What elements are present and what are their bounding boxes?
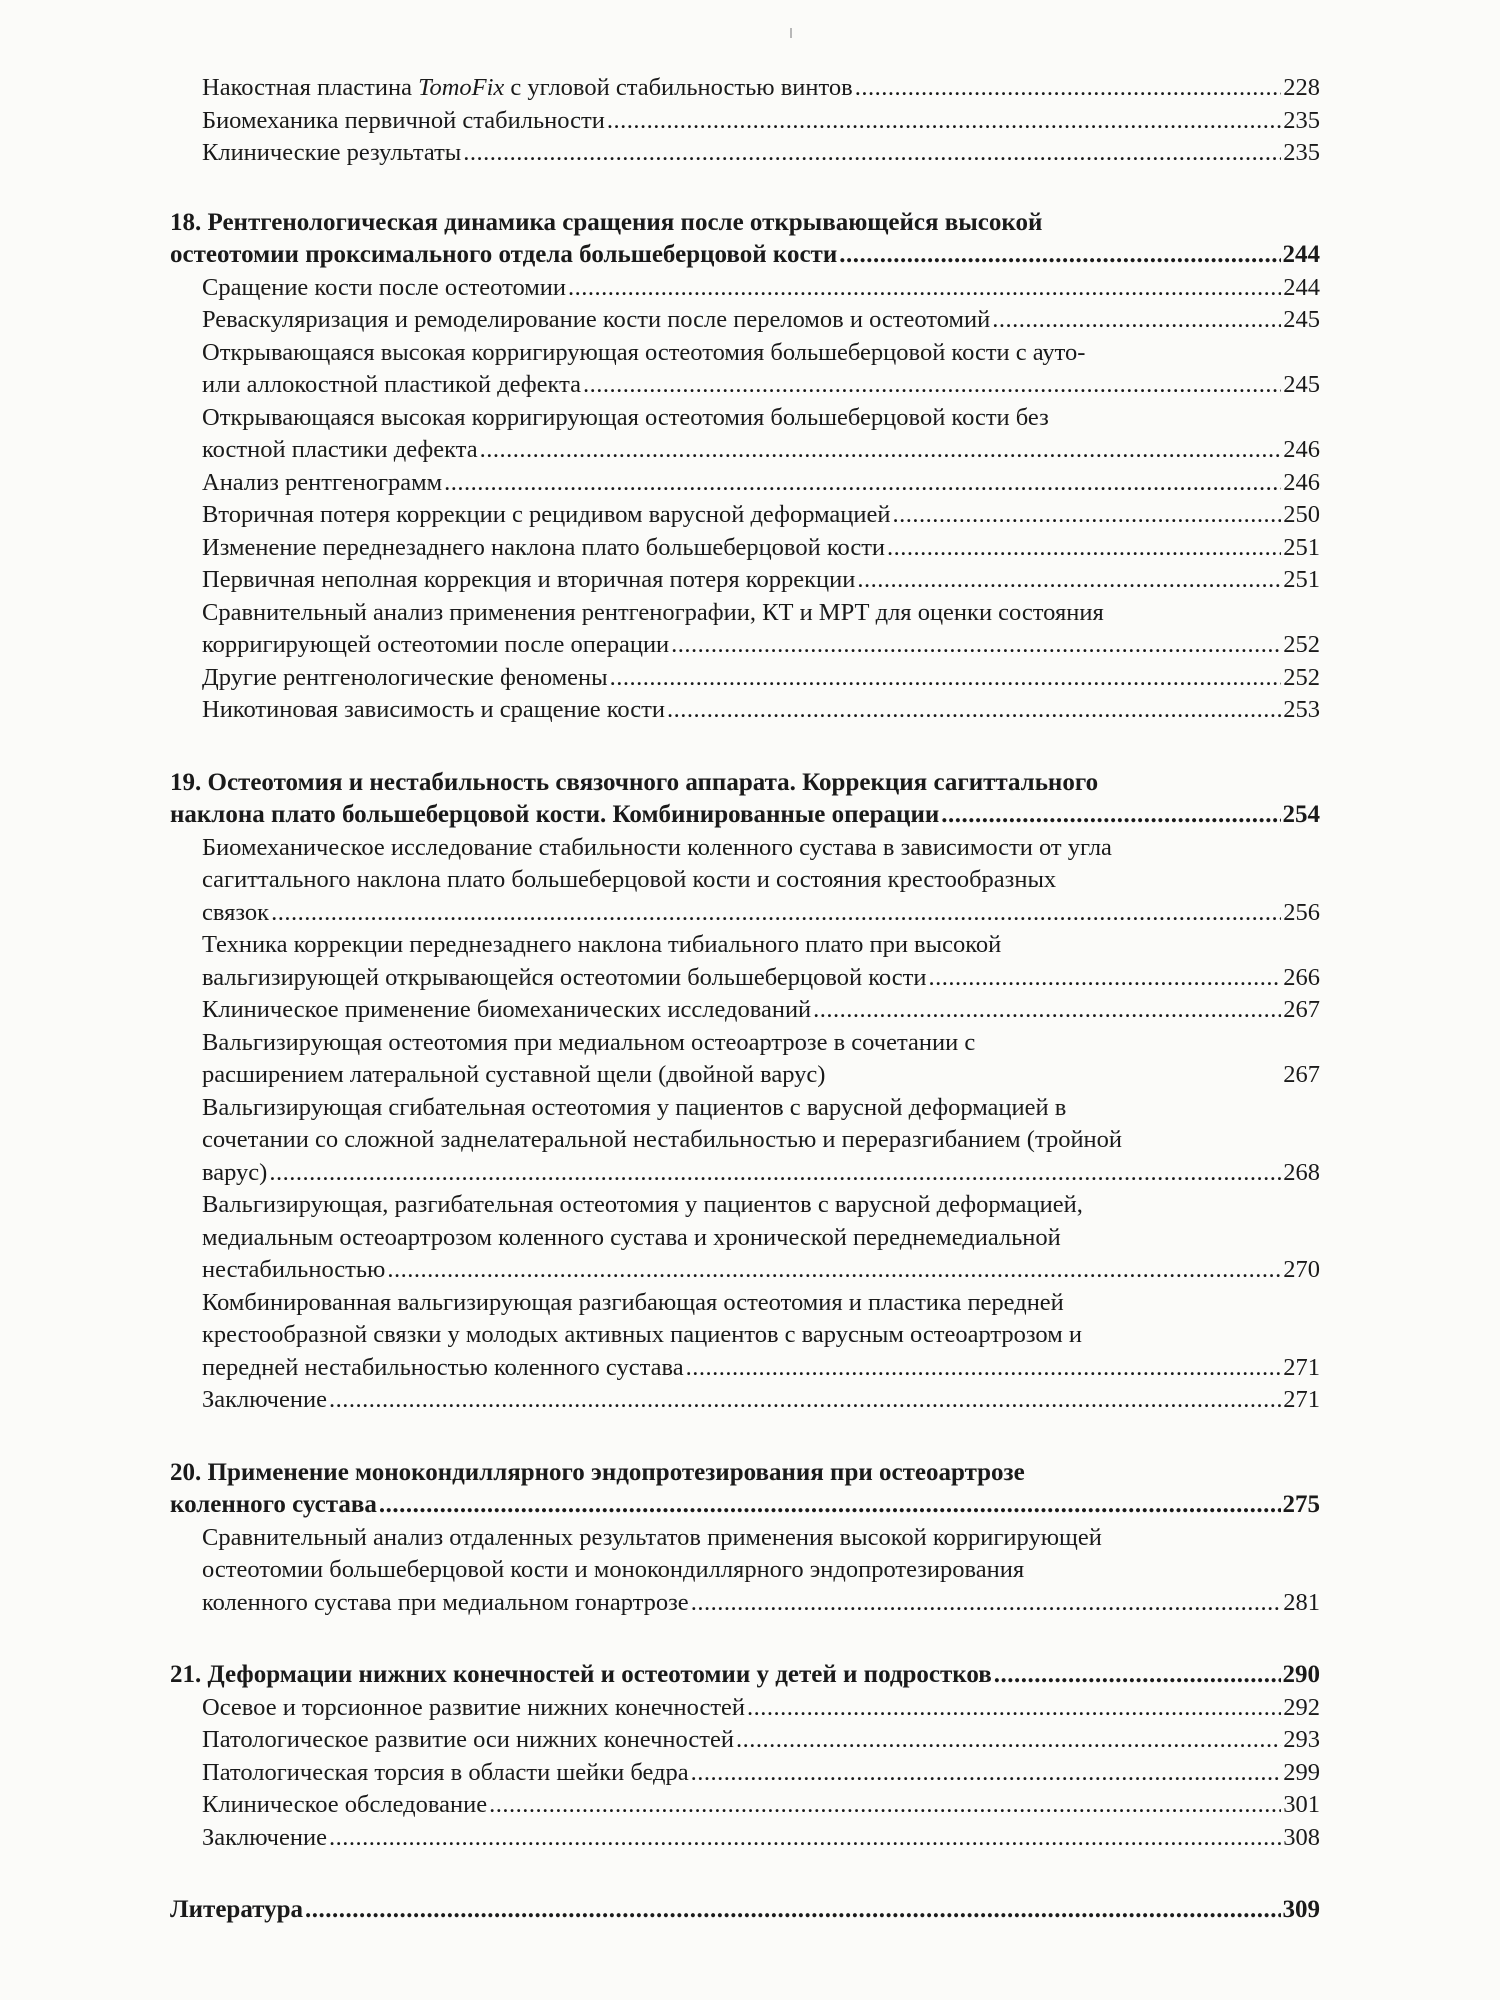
leader-dots bbox=[686, 1352, 1282, 1385]
chapter-title: 21. Деформации нижних конечностей и остеотомии у детей и подростков bbox=[170, 1661, 992, 1688]
leader-dots bbox=[857, 564, 1281, 597]
chapter-title-line: 20. Применение монокондиллярного эндопротезирования при остеоартрозе bbox=[170, 1458, 1025, 1486]
leader-dots bbox=[691, 1757, 1282, 1790]
toc-entry[interactable] bbox=[170, 629, 1320, 662]
entry-title: связок bbox=[202, 898, 270, 926]
page-number: 281 bbox=[1283, 1588, 1320, 1616]
leader-dots bbox=[329, 1822, 1281, 1855]
page-number: 244 bbox=[1283, 273, 1320, 301]
leader-dots bbox=[992, 304, 1281, 337]
entry-title: Клинические результаты bbox=[202, 139, 462, 166]
leader-dots bbox=[893, 499, 1282, 532]
entry-title: Клиническое применение биомеханических исследований bbox=[202, 996, 812, 1023]
toc-entry[interactable] bbox=[170, 272, 1320, 305]
toc-entry[interactable] bbox=[170, 994, 1320, 1027]
chapter-title-line: 19. Остеотомия и нестабильность связочного аппарата. Коррекция сагиттального bbox=[170, 768, 1099, 796]
leader-dots bbox=[379, 1489, 1281, 1522]
entry-title: Патологическое развитие оси нижних конечностей bbox=[202, 1726, 734, 1753]
toc-entry[interactable] bbox=[170, 1352, 1320, 1385]
leader-dots bbox=[994, 1659, 1281, 1692]
toc-entry-line: Комбинированная вальгизирующая разгибающая остеотомия и пластика передней bbox=[202, 1288, 1064, 1316]
chapter-title: остеотомии проксимального отдела большеберцовой кости bbox=[170, 241, 838, 268]
toc-entry-line: крестообразной связки у молодых активных пациентов с варусным остеоартрозом и bbox=[202, 1321, 1082, 1348]
page-number: 252 bbox=[1283, 663, 1320, 691]
page-number: 244 bbox=[1282, 241, 1320, 268]
entry-title: вальгизирующей открывающейся остеотомии большеберцовой кости bbox=[202, 963, 927, 991]
entry-title: коленного сустава при медиальном гонартрозе bbox=[202, 1588, 689, 1616]
toc-entry[interactable] bbox=[170, 1757, 1320, 1790]
leader-dots bbox=[329, 1384, 1281, 1417]
toc-entry-tomofix[interactable]: Накостная пластина TomoFix с угловой стабильностью винтов ..... 228 bbox=[170, 72, 1320, 105]
chapter-title-line[interactable] bbox=[170, 239, 1320, 272]
chapter-title-line[interactable] bbox=[170, 1659, 1320, 1692]
page-number: 256 bbox=[1283, 898, 1320, 926]
leader-dots bbox=[305, 1894, 1280, 1927]
toc-entry[interactable] bbox=[170, 467, 1320, 500]
leader-dots bbox=[941, 799, 1280, 832]
toc-entry-line: сочетании со сложной заднелатеральной нестабильностью и переразгибанием (тройной bbox=[202, 1126, 1123, 1153]
toc-entry[interactable] bbox=[170, 434, 1320, 467]
chapter-title: Литература bbox=[170, 1896, 304, 1923]
leader-dots bbox=[887, 532, 1281, 565]
toc-entry[interactable] bbox=[170, 564, 1320, 597]
page-number: 246 bbox=[1283, 436, 1320, 463]
entry-title: костной пластики дефекта bbox=[202, 436, 478, 463]
leader-dots bbox=[747, 1692, 1281, 1725]
tomofix-product-name: TomoFix bbox=[418, 74, 505, 101]
toc-entry[interactable] bbox=[170, 1157, 1320, 1190]
page-number: 268 bbox=[1283, 1158, 1320, 1186]
leader-dots bbox=[463, 137, 1281, 170]
entry-title: Изменение переднезаднего наклона плато большеберцовой кости bbox=[202, 533, 886, 561]
page-number: 308 bbox=[1283, 1823, 1320, 1851]
entry-title: Заключение bbox=[202, 1386, 327, 1413]
chapter-title: наклона плато большеберцовой кости. Комбинированные операции bbox=[170, 801, 940, 828]
leader-dots bbox=[671, 629, 1281, 662]
entry-title: Клиническое обследование bbox=[202, 1791, 488, 1818]
page-number: 292 bbox=[1283, 1693, 1320, 1721]
page-number: 245 bbox=[1283, 371, 1320, 398]
leader-dots bbox=[667, 694, 1281, 727]
page-number: 266 bbox=[1283, 963, 1320, 991]
page-number: 267 bbox=[1283, 996, 1320, 1023]
entry-title: нестабильностью bbox=[202, 1256, 386, 1283]
toc-entry[interactable] bbox=[170, 897, 1320, 930]
entry-title: Патологическая торсия в области шейки бедра bbox=[202, 1758, 689, 1786]
page-number: 245 bbox=[1283, 306, 1320, 333]
page-number: 228 bbox=[1283, 74, 1320, 101]
entry-title: Биомеханика первичной стабильности bbox=[202, 106, 605, 134]
chapter-title-line[interactable] bbox=[170, 1894, 1320, 1927]
leader-dots bbox=[444, 467, 1281, 500]
toc-entry[interactable] bbox=[170, 962, 1320, 995]
page-number: 309 bbox=[1282, 1896, 1320, 1923]
page-number: 271 bbox=[1283, 1386, 1320, 1413]
toc-entry[interactable] bbox=[170, 499, 1320, 532]
toc-entry[interactable] bbox=[170, 694, 1320, 727]
page-number: 301 bbox=[1283, 1791, 1320, 1818]
toc-entry-line: сагиттального наклона плато большеберцовой кости и состояния крестообразных bbox=[202, 866, 1057, 893]
page-number: 293 bbox=[1283, 1726, 1320, 1753]
page-number: 235 bbox=[1283, 139, 1320, 166]
toc-entry-line: медиальным остеоартрозом коленного сустава и хронической переднемедиальной bbox=[202, 1223, 1061, 1251]
entry-title: Заключение bbox=[202, 1823, 327, 1851]
leader-dots bbox=[610, 662, 1282, 695]
page-number: 253 bbox=[1283, 696, 1320, 723]
chapter-title-line: 18. Рентгенологическая динамика сращения после открывающейся высокой bbox=[170, 208, 1043, 236]
toc-entry[interactable] bbox=[170, 1254, 1320, 1287]
toc-entry-line: Вальгизирующая остеотомия при медиальном остеоартрозе в сочетании с bbox=[202, 1028, 976, 1056]
toc-chapter bbox=[170, 1894, 1320, 1927]
page-number: 275 bbox=[1282, 1491, 1320, 1518]
toc-entry[interactable] bbox=[170, 662, 1320, 695]
leader-dots bbox=[271, 897, 1281, 930]
page-number: 250 bbox=[1283, 501, 1320, 528]
entry-title: Первичная неполная коррекция и вторичная потеря коррекции bbox=[202, 566, 856, 593]
toc-entry[interactable] bbox=[170, 1724, 1320, 1757]
toc-entry[interactable] bbox=[170, 137, 1320, 170]
toc-chapter bbox=[170, 767, 1320, 1417]
entry-title: или аллокостной пластикой дефекта bbox=[202, 371, 581, 398]
entry-title: Вторичная потеря коррекции с рецидивом варусной деформацией bbox=[202, 501, 891, 528]
entry-title: передней нестабильностью коленного сустава bbox=[202, 1353, 684, 1381]
table-of-contents bbox=[170, 72, 1320, 1967]
chapter-title: коленного сустава bbox=[170, 1491, 377, 1518]
entry-title: Реваскуляризация и ремоделирование кости после переломов и остеотомий bbox=[202, 306, 991, 333]
leader-dots bbox=[568, 272, 1281, 305]
leader-dots bbox=[736, 1724, 1281, 1757]
toc-entry[interactable] bbox=[170, 1059, 1320, 1092]
leader-dots bbox=[928, 962, 1281, 995]
toc-entry[interactable] bbox=[170, 1587, 1320, 1620]
entry-title: Осевое и торсионное развитие нижних конечностей bbox=[202, 1693, 746, 1721]
leader-dots bbox=[839, 239, 1280, 272]
page-number: 271 bbox=[1283, 1353, 1320, 1381]
entry-title: Анализ рентгенограмм bbox=[202, 468, 443, 496]
toc-top-section bbox=[170, 72, 1320, 170]
toc-entry[interactable] bbox=[170, 532, 1320, 565]
toc-entry-line: Вальгизирующая, разгибательная остеотомия у пациентов с варусной деформацией, bbox=[202, 1191, 1083, 1218]
entry-title: корригирующей остеотомии после операции bbox=[202, 631, 670, 658]
page-number: 290 bbox=[1282, 1661, 1320, 1688]
entry-title: расширением латеральной суставной щели (двойной варус) bbox=[202, 1061, 826, 1088]
page-number: 251 bbox=[1283, 533, 1320, 561]
page-number: 246 bbox=[1283, 468, 1320, 496]
leader-dots bbox=[489, 1789, 1281, 1822]
page-number: 235 bbox=[1283, 106, 1320, 134]
toc-chapters bbox=[170, 207, 1320, 1927]
toc-entry-line: Открывающаяся высокая корригирующая остеотомия большеберцовой кости с ауто- bbox=[202, 338, 1086, 366]
toc-entry[interactable] bbox=[170, 1384, 1320, 1417]
toc-entry[interactable] bbox=[170, 1789, 1320, 1822]
toc-entry-line: Техника коррекции переднезаднего наклона тибиального плато при высокой bbox=[202, 931, 1002, 958]
scan-mark bbox=[790, 28, 792, 38]
page-number: 251 bbox=[1283, 566, 1320, 593]
toc-entry[interactable] bbox=[170, 1822, 1320, 1855]
leader-dots bbox=[583, 369, 1281, 402]
leader-dots bbox=[855, 72, 1282, 105]
toc-entry[interactable] bbox=[170, 105, 1320, 138]
chapter-title-line[interactable] bbox=[170, 799, 1320, 832]
toc-entry[interactable] bbox=[170, 369, 1320, 402]
toc-entry-line: Сравнительный анализ применения рентгенографии, КТ и МРТ для оценки состояния bbox=[202, 598, 1104, 626]
entry-title: Никотиновая зависимость и сращение кости bbox=[202, 696, 665, 723]
toc-entry-line: Сравнительный анализ отдаленных результатов применения высокой корригирующей bbox=[202, 1523, 1102, 1551]
entry-title: варус) bbox=[202, 1158, 268, 1186]
toc-chapter bbox=[170, 1457, 1320, 1620]
chapter-title-line[interactable] bbox=[170, 1489, 1320, 1522]
page-number: 267 bbox=[1283, 1061, 1320, 1088]
entry-title: Другие рентгенологические феномены bbox=[202, 663, 608, 691]
leader-dots bbox=[269, 1157, 1281, 1190]
toc-entry-line: Открывающаяся высокая корригирующая остеотомия большеберцовой кости без bbox=[202, 403, 1049, 431]
toc-entry-line: Вальгизирующая сгибательная остеотомия у пациентов с варусной деформацией в bbox=[202, 1093, 1067, 1121]
leader-dots bbox=[387, 1254, 1281, 1287]
page-number: 299 bbox=[1283, 1758, 1320, 1786]
toc-chapter bbox=[170, 1659, 1320, 1854]
leader-dots bbox=[691, 1587, 1282, 1620]
toc-chapter bbox=[170, 207, 1320, 727]
leader-dots bbox=[607, 105, 1281, 138]
leader-dots bbox=[813, 994, 1281, 1027]
toc-entry-line: Биомеханическое исследование стабильности коленного сустава в зависимости от угла bbox=[202, 833, 1112, 861]
toc-entry[interactable] bbox=[170, 1692, 1320, 1725]
toc-entry-line: остеотомии большеберцовой кости и монокондиллярного эндопротезирования bbox=[202, 1556, 1025, 1583]
entry-title: Сращение кости после остеотомии bbox=[202, 273, 566, 301]
toc-entry[interactable] bbox=[170, 304, 1320, 337]
page-number: 270 bbox=[1283, 1256, 1320, 1283]
page-number: 252 bbox=[1283, 631, 1320, 658]
leader-dots bbox=[480, 434, 1282, 467]
page-number: 254 bbox=[1282, 801, 1320, 828]
